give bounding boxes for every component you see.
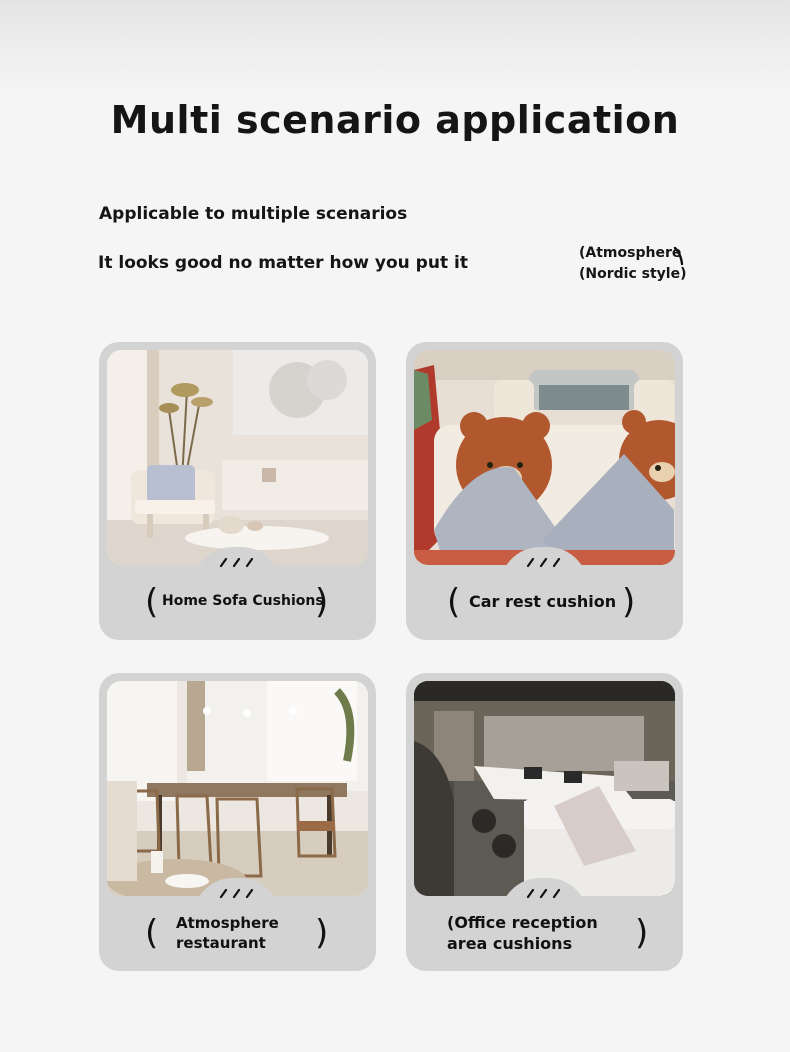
intro-line-2: It looks good no matter how you put it (98, 253, 468, 273)
open-paren: ( (145, 582, 159, 622)
tick-marks-icon (524, 887, 564, 899)
scenario-card-car (406, 342, 683, 640)
card-label-row (99, 582, 376, 626)
card-label-line-1: (Office reception (447, 913, 598, 932)
card-label-line-2: restaurant (176, 934, 266, 952)
top-gradient (0, 0, 790, 90)
card-label-line-2: area cushions (447, 934, 573, 953)
scenario-card-office (406, 673, 683, 971)
style-tags (579, 243, 686, 285)
card-label-line-1: Atmosphere (176, 914, 279, 932)
car-photo (414, 350, 675, 565)
close-paren: ) (315, 582, 329, 622)
card-label-row (99, 913, 376, 957)
tick-marks-icon (217, 887, 257, 899)
tick-marks-icon (524, 556, 564, 568)
card-label: Car rest cushion (469, 592, 617, 611)
close-paren: ) (315, 913, 329, 953)
card-label: Home Sofa Cushions (162, 593, 324, 609)
restaurant-photo (107, 681, 368, 896)
accent-stroke-icon (672, 246, 686, 266)
tag-atmosphere: (Atmosphere (579, 245, 682, 261)
intro-line-1: Applicable to multiple scenarios (99, 204, 408, 224)
home-sofa-photo (107, 350, 368, 565)
open-paren: ( (447, 582, 461, 622)
open-paren: ( (145, 913, 159, 953)
page-title: Multi scenario application (110, 98, 680, 142)
tick-marks-icon (217, 556, 257, 568)
scenario-card-restaurant (99, 673, 376, 971)
tag-nordic: (Nordic style) (579, 266, 687, 282)
card-label-row (406, 913, 683, 957)
card-label-row (406, 582, 683, 626)
close-paren: ) (622, 582, 636, 622)
close-paren: ) (635, 913, 649, 953)
office-photo (414, 681, 675, 896)
scenario-card-home-sofa (99, 342, 376, 640)
